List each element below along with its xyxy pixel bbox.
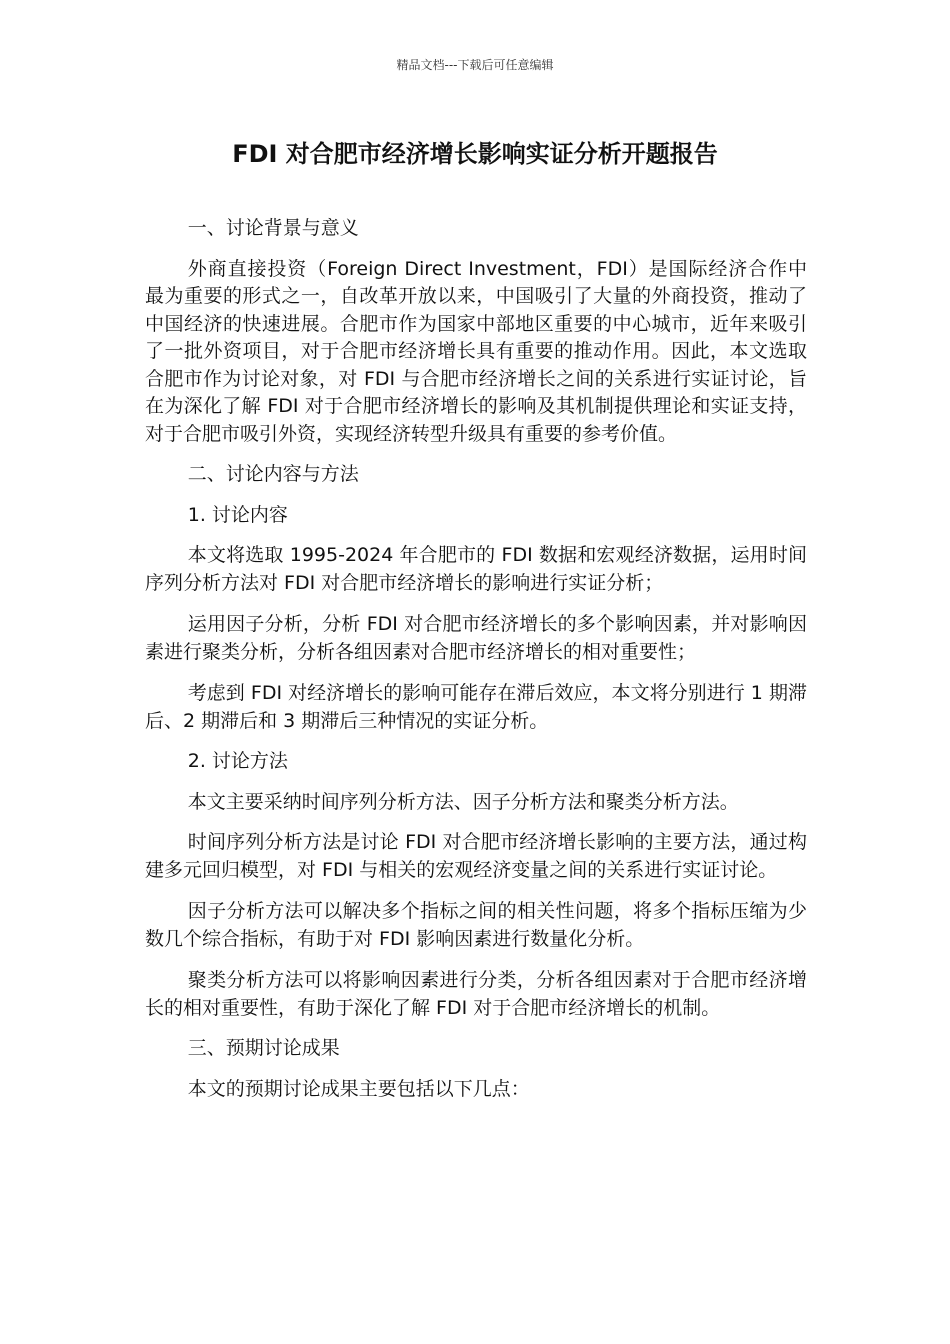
subheading-content: 1. 讨论内容 — [187, 503, 288, 526]
document-title: FDI 对合肥市经济增长影响实证分析开题报告 — [232, 140, 718, 168]
paragraph-content-3: 考虑到 FDI 对经济增长的影响可能存在滞后效应，本文将分别进行 1 期滞后、2 期滞后和 3 期滞后三种情况的实证分析。 — [145, 682, 807, 732]
paragraph-method-3: 因子分析方法可以解决多个指标之间的相关性问题，将多个指标压缩为少数几个综合指标，有助于对 FDI 影响因素进行数量化分析。 — [145, 900, 807, 950]
paragraph-background: 外商直接投资（Foreign Direct Investment，FDI）是国际经济合作中最为重要的形式之一，自改革开放以来，中国吸引了大量的外商投资，推动了中国经济的快速进展。合肥市作为国家中部地区重要的中心城市，近年来吸引了一批外资项目，对于合肥市经济增长具有重要的推动作用。因此，本文选取合肥市作为讨论对象，对 FDI 与合肥市经济增长之间的关系进行实证讨论，旨在为深化了解 FDI 对于合肥市经济增长的影响及其机制提供理论和实证支持，对于合肥市吸引外资，实现经济转型升级具有重要的参考价值。 — [145, 257, 807, 445]
paragraph-expected-results: 本文的预期讨论成果主要包括以下几点： — [187, 1077, 530, 1100]
document-body — [145, 215, 807, 1103]
section-heading-expected-results: 三、预期讨论成果 — [187, 1037, 340, 1059]
section-heading-content-method: 二、讨论内容与方法 — [187, 463, 359, 485]
paragraph-method-2: 时间序列分析方法是讨论 FDI 对合肥市经济增长影响的主要方法，通过构建多元回归模型，对 FDI 与相关的宏观经济变量之间的关系进行实证讨论。 — [145, 831, 807, 881]
subheading-method: 2. 讨论方法 — [187, 750, 288, 772]
paragraph-method-1: 本文主要采纳时间序列分析方法、因子分析方法和聚类分析方法。 — [187, 790, 739, 813]
paragraph-content-1: 本文将选取 1995-2024 年合肥市的 FDI 数据和宏观经济数据，运用时间序列分析方法对 FDI 对合肥市经济增长的影响进行实证分析； — [145, 544, 807, 594]
paragraph-content-2: 运用因子分析，分析 FDI 对合肥市经济增长的多个影响因素，并对影响因素进行聚类分析，分析各组因素对合肥市经济增长的相对重要性； — [145, 613, 807, 663]
header-watermark: 精品文档---下载后可任意编辑 — [396, 58, 554, 72]
paragraph-method-4: 聚类分析方法可以将影响因素进行分类，分析各组因素对于合肥市经济增长的相对重要性，有助于深化了解 FDI 对于合肥市经济增长的机制。 — [145, 969, 807, 1019]
section-heading-background: 一、讨论背景与意义 — [187, 217, 359, 239]
